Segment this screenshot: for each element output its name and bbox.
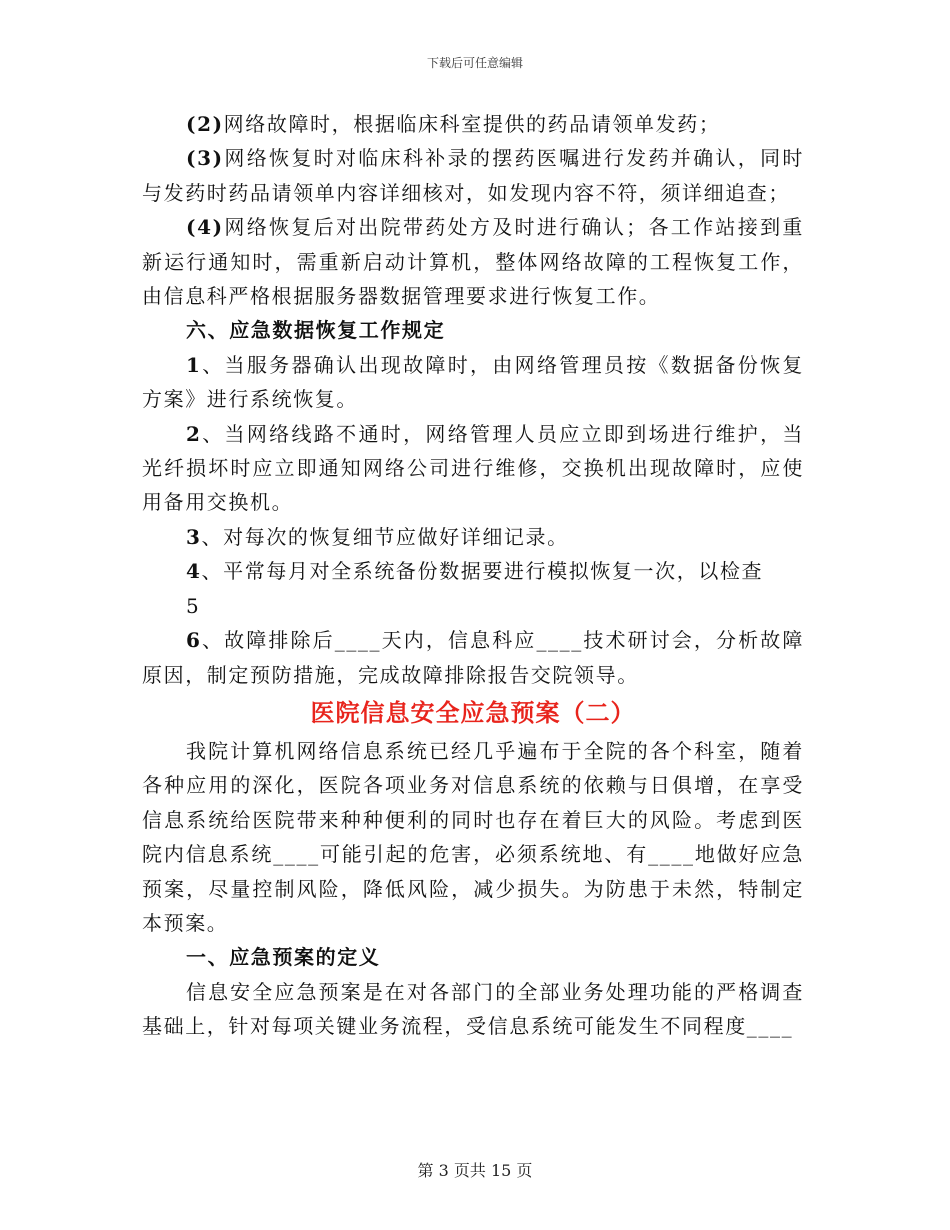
item-number: (4): [186, 215, 224, 240]
definition-paragraph: 信息安全应急预案是在对各部门的全部业务处理功能的严格调查基础上，针对每项关键业务流程，受信息系统可能发生不同程度____: [142, 979, 804, 1039]
item-number: 4: [186, 559, 202, 584]
paragraph-text: 网络故障时，根据临床科室提供的药品请领单发药；: [223, 112, 721, 136]
document-body: [142, 107, 804, 1044]
page-footer: 第 3 页共 15 页: [417, 1161, 533, 1180]
paragraph-text: 、对每次的恢复细节应做好详细记录。: [201, 524, 569, 549]
rule-4: [142, 554, 804, 588]
item-number: (2): [186, 112, 224, 136]
section-heading-1: 一、应急预案的定义: [186, 945, 381, 970]
rule-2: [142, 417, 804, 520]
paragraph-3: [142, 141, 804, 210]
paragraph-text: 、当网络线路不通时，网络管理人员应立即到场进行维护，当光纤损坏时应立即通知网络公司进行维修，交换机出现故障时，应使用备用交换机。: [142, 421, 804, 515]
paragraph-text: 、平常每月对全系统备份数据要进行模拟恢复一次，以检查: [201, 559, 764, 584]
paragraph-4: [142, 210, 804, 313]
rule-5: 5: [186, 593, 201, 618]
item-number: 1: [186, 352, 202, 377]
item-number: 3: [186, 524, 202, 549]
intro-paragraph: 我院计算机网络信息系统已经几乎遍布于全院的各个科室，随着各种应用的深化，医院各项业务对信息系统的依赖与日俱增，在享受信息系统给医院带来种种便利的同时也存在着巨大的风险。考虑到医院内信息系统____可能引起的危害，必须系统地、有____地做好应急预案，尽量控制风险，降低风险，减少损失。为防患于未然，特制定本预案。: [142, 738, 804, 935]
rule-1: [142, 348, 804, 417]
paragraph-text: 网络恢复后对出院带药处方及时进行确认；各工作站接到重新运行通知时，需重新启动计算机，整体网络故障的工程恢复工作，由信息科严格根据服务器数据管理要求进行恢复工作。: [142, 215, 804, 309]
rule-3: [142, 520, 804, 554]
paragraph-text: 、故障排除后____天内，信息科应____技术研讨会，分析故障原因，制定预防措施，完成故障排除报告交院领导。: [142, 628, 804, 687]
rule-6: [142, 623, 804, 692]
paragraph-text: 、当服务器确认出现故障时，由网络管理员按《数据备份恢复方案》进行系统恢复。: [142, 352, 804, 412]
item-number: 2: [186, 421, 202, 446]
section-title: 医院信息安全应急预案（二）: [310, 698, 636, 727]
item-number: (3): [186, 146, 224, 171]
paragraph-text: 网络恢复时对临床科补录的摆药医嘱进行发药并确认，同时与发药时药品请领单内容详细核对，如发现内容不符，须详细追查；: [142, 146, 804, 205]
section-heading-6: 六、应急数据恢复工作规定: [186, 318, 446, 343]
item-number: 6: [186, 628, 202, 653]
paragraph-2: [142, 107, 804, 141]
page-header: 下载后可任意编辑: [426, 56, 523, 70]
